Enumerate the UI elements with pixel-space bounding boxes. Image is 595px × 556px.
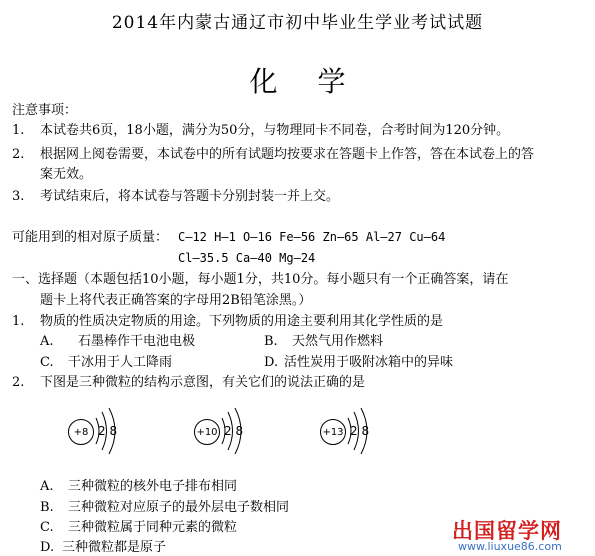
electron-shells-2: 2 8 (224, 424, 244, 438)
notice-item-2-text: 根据网上阅卷需要，本试卷中的所有试题均按要求在答题卡上作答，答在本试卷上的答 (40, 147, 535, 162)
shell-arcs-1 (66, 400, 128, 462)
question-1-option-b-key: B. (264, 334, 278, 349)
question-1-option-c-key: C. (40, 355, 54, 370)
question-1-option-c-text: 干冰用于人工降雨 (68, 355, 173, 370)
notice-item-1-text: 本试卷共6页，18小题，满分为50分，与物理同卡不同卷，合考时间为120分钟。 (40, 123, 510, 138)
question-2-option-a-text: 三种微粒的核外电子排布相同 (68, 479, 238, 494)
question-1-option-d-key: D. (264, 355, 279, 370)
atomic-mass-line-1: C—12 H—1 O—16 Fe—56 Zn—65 Al—27 Cu—64 (178, 230, 446, 244)
question-1-stem: 物质的性质决定物质的用途。下列物质的用途主要利用其化学性质的是 (40, 314, 444, 329)
nucleus-2: +10 (194, 419, 220, 445)
exam-title: 2014年内蒙古通辽市初中毕业生学业考试试题 (111, 13, 484, 33)
question-1-option-d-text: 活性炭用于吸附冰箱中的异味 (284, 355, 454, 370)
watermark-url: www.liuxue86.com (458, 540, 562, 553)
atomic-mass-label: 可能用到的相对原子质量： (12, 230, 169, 245)
notice-item-2-text-cont: 案无效。 (40, 167, 93, 182)
electron-shells-3: 2 8 (350, 424, 370, 438)
particle-diagram-1 (66, 400, 126, 462)
question-1-option-b-text: 天然气用作燃料 (292, 334, 384, 349)
section-1-heading: 一、选择题（本题包括10小题，每小题1分，共10分。每小题只有一个正确答案，请在 (12, 272, 509, 287)
notice-item-3-text: 考试结束后，将本试卷与答题卡分别封装一并上交。 (40, 189, 340, 204)
shell-arcs-2 (192, 400, 254, 462)
question-2-option-b-key: B. (40, 500, 54, 515)
question-2-stem: 下图是三种微粒的结构示意图，有关它们的说法正确的是 (40, 375, 366, 390)
atomic-mass-line-2: Cl—35.5 Ca—40 Mg—24 (178, 251, 316, 265)
site-watermark (452, 515, 592, 555)
question-2-option-a-key: A. (40, 479, 54, 494)
question-2-option-b-text: 三种微粒对应原子的最外层电子数相同 (68, 500, 290, 515)
question-1-option-a-key: A. (40, 334, 54, 349)
question-1-num: 1. (12, 314, 25, 329)
notice-item-1-num: 1. (12, 123, 25, 138)
electron-shells-1: 2 8 (98, 424, 118, 438)
section-1-heading-cont: 题卡上将代表正确答案的字母用2B铅笔涂黑。） (40, 293, 312, 308)
notice-item-3-num: 3. (12, 189, 25, 204)
question-2-option-c-key: C. (40, 520, 54, 535)
question-2-option-d-text: 三种微粒都是原子 (62, 540, 167, 555)
watermark-logo-text: 出国留学网 (452, 519, 562, 543)
particle-diagram-3 (318, 400, 380, 462)
subject-title: 化学 (249, 65, 386, 98)
shell-arcs-3 (318, 400, 380, 462)
notice-item-2-num: 2. (12, 147, 25, 162)
particle-diagram-2 (192, 400, 254, 462)
question-2-option-d-key: D. (40, 540, 55, 555)
question-1-option-a-text: 石墨棒作干电池电极 (78, 334, 196, 349)
nucleus-1: +8 (68, 419, 94, 445)
notice-heading: 注意事项： (12, 103, 78, 118)
question-2-num: 2. (12, 375, 25, 390)
nucleus-3: +13 (320, 419, 346, 445)
question-2-option-c-text: 三种微粒属于同种元素的微粒 (68, 520, 238, 535)
